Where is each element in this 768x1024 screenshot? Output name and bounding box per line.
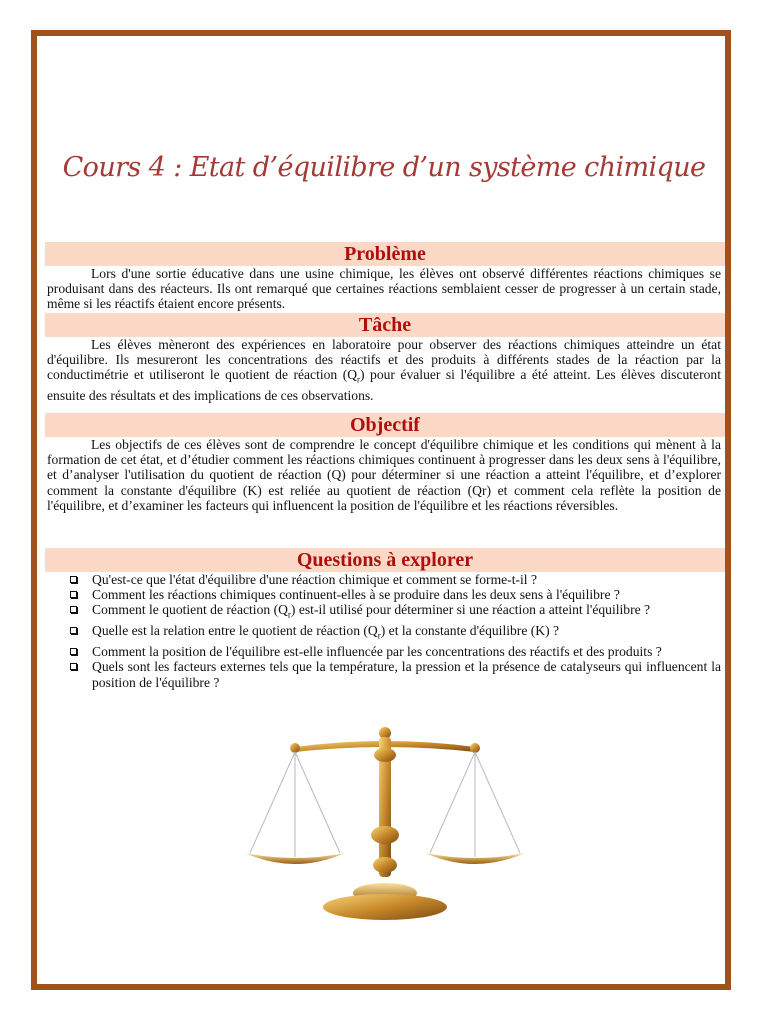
list-item: Comment les réactions chimiques continuent-elles à se produire dans les deux sens à l'équilibre ?: [68, 587, 721, 602]
checkbox-bullet-icon: [70, 663, 77, 670]
heading-objectif: Objectif: [45, 413, 725, 437]
text-tache: Les élèves mèneront des expériences en laboratoire pour observer des réactions chimiques atteindre un état d'équilibre. Ils mesureront les concentrations des réactifs et des produits à différents stades de la réaction par la conductimétrie et utiliseront le quotient de réaction $(Q_r)$ pour évaluer si l'équilibre a été atteint. Les élèves discuteront ensuite des résultats et des implications de ces observations.: [47, 337, 721, 404]
text-objectif: Les objectifs de ces élèves sont de comprendre le concept d'équilibre chimique et les conditions qui mènent à la formation de cet état, et d’étudier comment les réactions chimiques continuent à progresser dans les deux sens à l'équilibre, et d’analyser l'utilisation du quotient de réaction (Q) pour déterminer si une réaction a atteint l'équilibre, et d’explorer comment la constante d'équilibre (K) est reliée au quotient de réaction (Qr) et comment cela reflète la position de l'équilibre, et d’examiner les facteurs qui influencent la position de l'équilibre et les réactions réversibles.: [47, 437, 721, 513]
questions-list: [68, 572, 721, 690]
heading-tache: Tâche: [45, 313, 725, 337]
heading-questions: Questions à explorer: [45, 548, 725, 572]
balance-scale-icon: [240, 725, 530, 925]
list-item: Quelle est la relation entre le quotient de réaction $(Q_r)$ et la constante d'équilibre (K) ?: [68, 623, 721, 644]
list-item: Comment la position de l'équilibre est-elle influencée par les concentrations des réactifs et des produits ?: [68, 644, 721, 659]
page-title: Cours 4 : Etat d’équilibre d’un système chimique: [62, 152, 706, 183]
list-item: Quels sont les facteurs externes tels que la température, la pression et la présence de catalyseurs qui influencent la position de l'équilibre ?: [68, 659, 721, 689]
checkbox-bullet-icon: [70, 648, 77, 655]
list-item: Qu'est-ce que l'état d'équilibre d'une réaction chimique et comment se forme-t-il ?: [68, 572, 721, 587]
checkbox-bullet-icon: [70, 606, 77, 613]
checkbox-bullet-icon: [70, 591, 77, 598]
heading-probleme: Problème: [45, 242, 725, 266]
list-item: Comment le quotient de réaction $(Q_r)$ est-il utilisé pour déterminer si une réaction a atteint l'équilibre ?: [68, 602, 721, 623]
text-probleme: Lors d'une sortie éducative dans une usine chimique, les élèves ont observé différentes réactions chimiques se produisant dans des réacteurs. Ils ont remarqué que certaines réactions semblaient cesser de progresser à un certain stade, même si les réactifs étaient encore présents.: [47, 266, 721, 312]
checkbox-bullet-icon: [70, 576, 77, 583]
checkbox-bullet-icon: [70, 627, 77, 634]
